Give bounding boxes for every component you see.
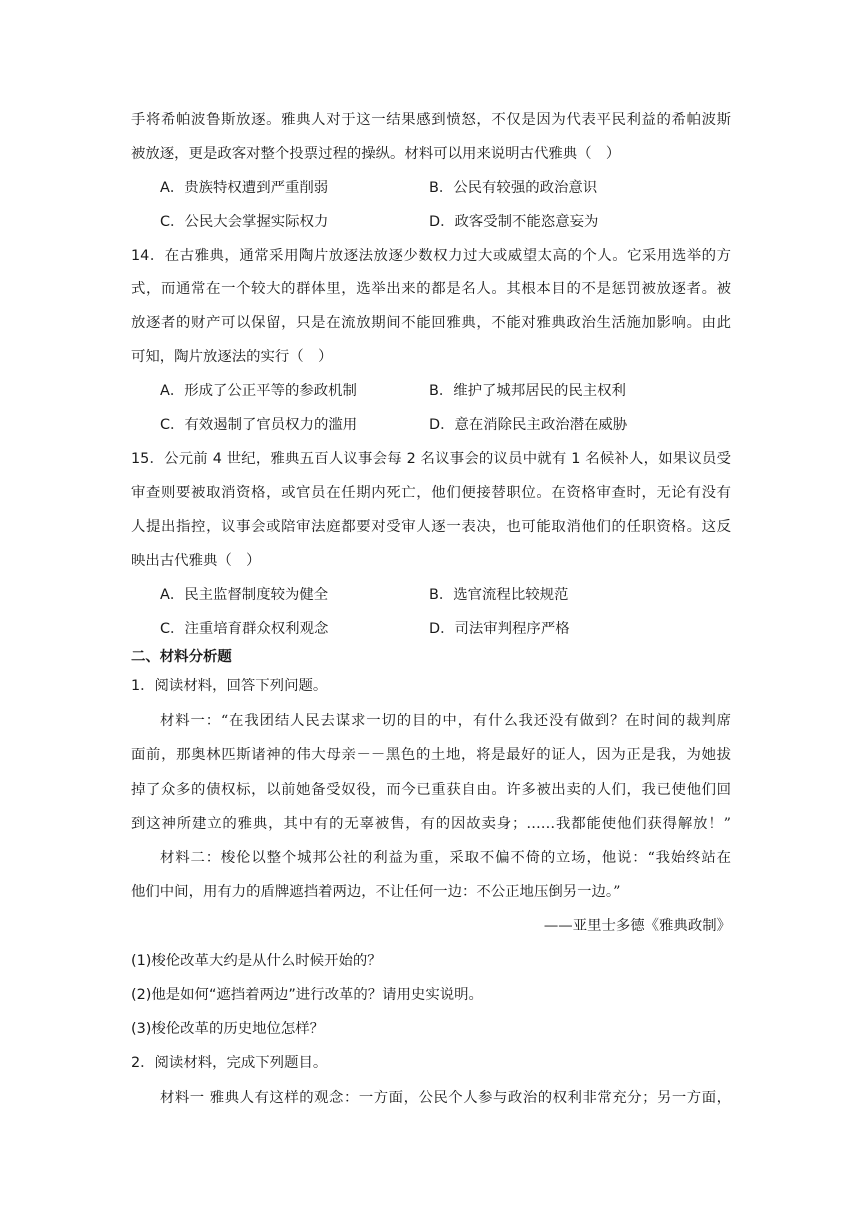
q14-stem-line-3: 放逐者的财产可以保留，只是在流放期间不能回雅典，不能对雅典政治生活施加影响。由此 [131, 315, 731, 331]
q15-stem-line-3: 人提出指控，议事会或陪审法庭都要对受审人逐一表决，也可能取消他们的任职资格。这反 [131, 519, 731, 535]
q15-stem-line-2: 审查则要被取消资格，或官员在任期内死亡，他们便接替职位。在资格审查时，无论有没有 [131, 485, 731, 501]
mq1-material1-line-4: 到这神所建立的雅典，其中有的无辜被售，有的因故卖身；……我都能使他们获得解放！” [131, 816, 731, 832]
mq2-intro: 2．阅读材料，完成下列题目。 [131, 1055, 328, 1071]
mq2-material1-line-1: 材料一 雅典人有这样的观念：一方面，公民个人参与政治的权利非常充分；另一方面， [160, 1090, 731, 1106]
q15-stem-line-1: 15．公元前 4 世纪，雅典五百人议事会每 2 名议事会的议员中就有 1 名候补人，如果议员受 [131, 451, 731, 467]
q14-option-c: C．有效遏制了官员权力的滥用 [160, 417, 358, 433]
q15-option-b: B．选官流程比较规范 [429, 587, 569, 603]
q13-option-b: B．公民有较强的政治意识 [429, 180, 598, 196]
q14-stem-line-2: 式，而通常在一个较大的群体里，选举出来的都是名人。其根本目的不是惩罚被放逐者。被 [131, 281, 731, 297]
mq1-question-2: (2)他是如何“遮挡着两边”进行改革的？请用史实说明。 [131, 987, 483, 1003]
mq1-material2-line-1: 材料二：梭伦以整个城邦公社的利益为重，采取不偏不倚的立场，他说：“我始终站在 [160, 850, 731, 866]
mq1-material2-line-2: 他们中间，用有力的盾牌遮挡着两边，不让任何一边：不公正地压倒另一边。” [131, 884, 621, 900]
mq1-material1-line-3: 掉了众多的债权标，以前她备受奴役，而今已重获自由。许多被出卖的人们，我已使他们回 [131, 782, 731, 798]
q14-option-d: D．意在消除民主政治潜在威胁 [429, 417, 628, 433]
q13-option-a: A．贵族特权遭到严重削弱 [160, 180, 329, 196]
q14-option-b: B．维护了城邦居民的民主权利 [429, 383, 626, 399]
q15-option-d: D．司法审判程序严格 [429, 621, 570, 637]
mq1-source: ——亚里士多德《雅典政制》 [543, 918, 731, 934]
section-heading: 二、材料分析题 [131, 649, 232, 665]
q14-stem-line-4: 可知，陶片放逐法的实行（ ） [131, 349, 333, 365]
mq1-intro: 1．阅读材料，回答下列问题。 [131, 678, 328, 694]
q13-stem-line-1: 手将希帕波鲁斯放逐。雅典人对于这一结果感到愤怒，不仅是因为代表平民利益的希帕波斯 [131, 112, 731, 128]
q14-option-a: A．形成了公正平等的参政机制 [160, 383, 357, 399]
mq1-material1-line-2: 面前，那奥林匹斯诸神的伟大母亲－－黑色的土地，将是最好的证人，因为正是我，为她拔 [131, 747, 731, 763]
q15-stem-line-4: 映出古代雅典（ ） [131, 553, 261, 569]
q15-option-c: C．注重培育群众权利观念 [160, 621, 329, 637]
q13-option-c: C．公民大会掌握实际权力 [160, 214, 329, 230]
q13-stem-line-2: 被放逐，更是政客对整个投票过程的操纵。材料可以用来说明古代雅典（ ） [131, 146, 621, 162]
q14-stem-line-1: 14．在古雅典，通常采用陶片放逐法放逐少数权力过大或威望太高的个人。它采用选举的方 [131, 248, 731, 264]
mq1-question-3: (3)梭伦改革的历史地位怎样？ [131, 1021, 325, 1037]
q13-option-d: D．政客受制不能恣意妄为 [429, 214, 599, 230]
mq1-material1-line-1: 材料一：“在我团结人民去谋求一切的目的中，有什么我还没有做到？在时间的裁判席 [160, 713, 731, 729]
mq1-question-1: (1)梭伦改革大约是从什么时候开始的？ [131, 953, 382, 969]
q15-option-a: A．民主监督制度较为健全 [160, 587, 329, 603]
